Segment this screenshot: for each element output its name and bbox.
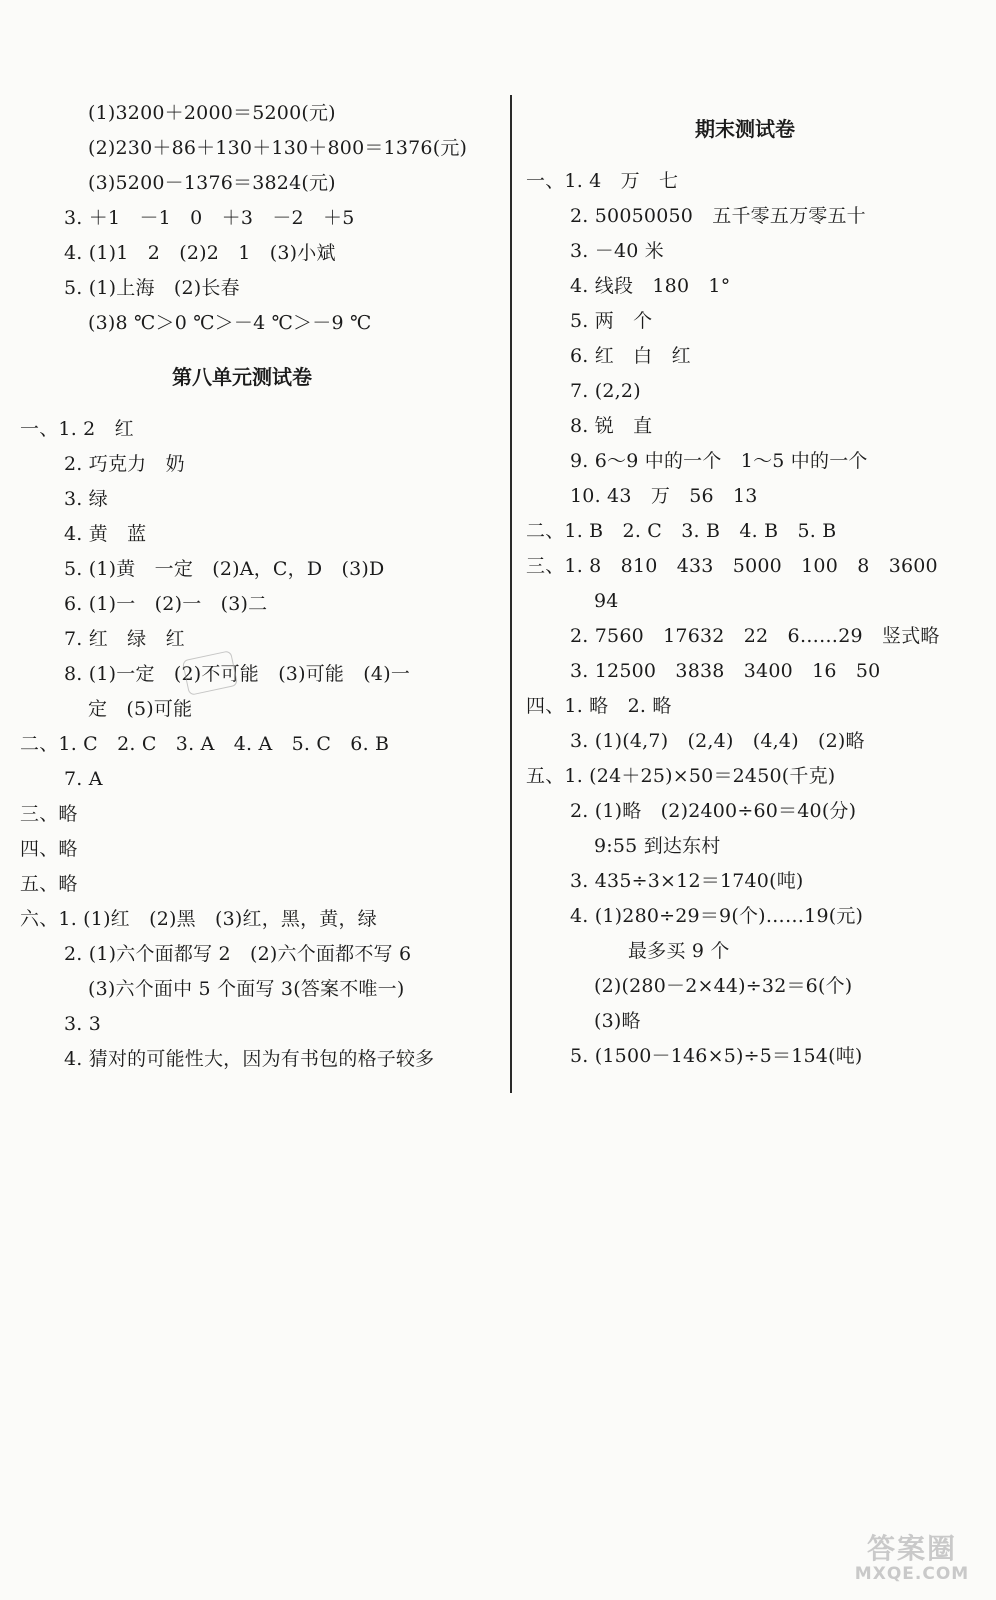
answer-line: (1)3200＋2000＝5200(元)	[88, 102, 336, 124]
answer-line: 7. 红 绿 红	[64, 628, 185, 650]
section-title-unit8: 第八单元测试卷	[172, 365, 312, 389]
answer-line: 5. (1500－146×5)÷5＝154(吨)	[570, 1045, 863, 1067]
answer-line: 3. 12500 3838 3400 16 50	[570, 660, 881, 682]
answer-line: 二、1. C 2. C 3. A 4. A 5. C 6. B	[20, 733, 390, 755]
answer-line: 7. (2,2)	[570, 380, 641, 402]
answer-line: 2. 7560 17632 22 6……29 竖式略	[570, 625, 940, 647]
answer-line: 10. 43 万 56 13	[570, 485, 758, 507]
answer-line: 3. (1)(4,7) (2,4) (4,4) (2)略	[570, 730, 865, 752]
answer-line: 五、1. (24＋25)×50＝2450(千克)	[526, 765, 836, 787]
watermark-title: 答案圈	[866, 1532, 957, 1565]
answer-line: 四、略	[20, 838, 78, 860]
answer-line: (3)8 ℃＞0 ℃＞－4 ℃＞－9 ℃	[88, 312, 372, 334]
answer-line: 8. 锐 直	[570, 415, 653, 437]
section-title-final: 期末测试卷	[695, 117, 795, 141]
answer-line: 2. (1)略 (2)2400÷60＝40(分)	[570, 800, 857, 822]
answer-line: 六、1. (1)红 (2)黑 (3)红，黑，黄，绿	[20, 908, 377, 930]
answer-line: 4. (1)280÷29＝9(个)……19(元)	[570, 905, 864, 927]
answer-line: 3. －40 米	[570, 240, 664, 262]
answer-line: 7. A	[64, 768, 103, 790]
answer-line: 2. (1)六个面都写 2 (2)六个面都不写 6	[64, 943, 412, 965]
answer-line: 4. 线段 180 1°	[570, 275, 731, 297]
answer-line: (3)5200－1376＝3824(元)	[88, 172, 336, 194]
watermark-domain: MXQE.COM	[854, 1564, 970, 1584]
answer-line: 3. 3	[64, 1013, 102, 1035]
answer-line: (3)六个面中 5 个面写 3(答案不唯一)	[88, 978, 405, 1000]
answer-line: 5. 两 个	[570, 310, 653, 332]
site-watermark	[842, 1534, 982, 1590]
answer-line: 8. (1)一定 (2)不可能 (3)可能 (4)一	[64, 663, 411, 685]
answer-line: 6. (1)一 (2)一 (3)二	[64, 593, 268, 615]
answer-line: 6. 红 白 红	[570, 345, 691, 367]
answer-line: 三、略	[20, 803, 78, 825]
answer-line: 最多买 9 个	[628, 940, 730, 962]
answer-line: 9. 6～9 中的一个 1～5 中的一个	[570, 450, 868, 472]
answer-line: 3. 435÷3×12＝1740(吨)	[570, 870, 804, 892]
answer-line: 4. (1)1 2 (2)2 1 (3)小斌	[64, 242, 336, 264]
answer-line: 5. (1)黄 一定 (2)A，C，D (3)D	[64, 558, 385, 580]
answer-line: (2)230＋86＋130＋130＋800＝1376(元)	[88, 137, 468, 159]
answer-line: (2)(280－2×44)÷32＝6(个)	[594, 975, 853, 997]
answer-line: 9:55 到达东村	[594, 835, 721, 857]
faint-stamp-mark	[182, 650, 238, 696]
answer-line: 一、1. 4 万 七	[526, 170, 679, 192]
answer-line: (3)略	[594, 1010, 641, 1032]
answer-line: 3. ＋1 －1 0 ＋3 －2 ＋5	[64, 207, 355, 229]
answer-line: 94	[594, 590, 619, 612]
answer-line: 3. 绿	[64, 488, 108, 510]
answer-line: 2. 50050050 五千零五万零五十	[570, 205, 866, 227]
answer-line: 4. 猜对的可能性大，因为有书包的格子较多	[64, 1048, 435, 1070]
answer-line: 4. 黄 蓝	[64, 523, 147, 545]
answer-line: 定 (5)可能	[88, 698, 193, 720]
answer-line: 5. (1)上海 (2)长春	[64, 277, 240, 299]
answer-line: 一、1. 2 红	[20, 418, 134, 440]
answer-line: 四、1. 略 2. 略	[526, 695, 672, 717]
answer-line: 五、略	[20, 873, 78, 895]
answer-line: 2. 巧克力 奶	[64, 453, 185, 475]
answer-line: 三、1. 8 810 433 5000 100 8 3600	[526, 555, 938, 577]
column-divider	[510, 95, 512, 1093]
answer-line: 二、1. B 2. C 3. B 4. B 5. B	[526, 520, 837, 542]
